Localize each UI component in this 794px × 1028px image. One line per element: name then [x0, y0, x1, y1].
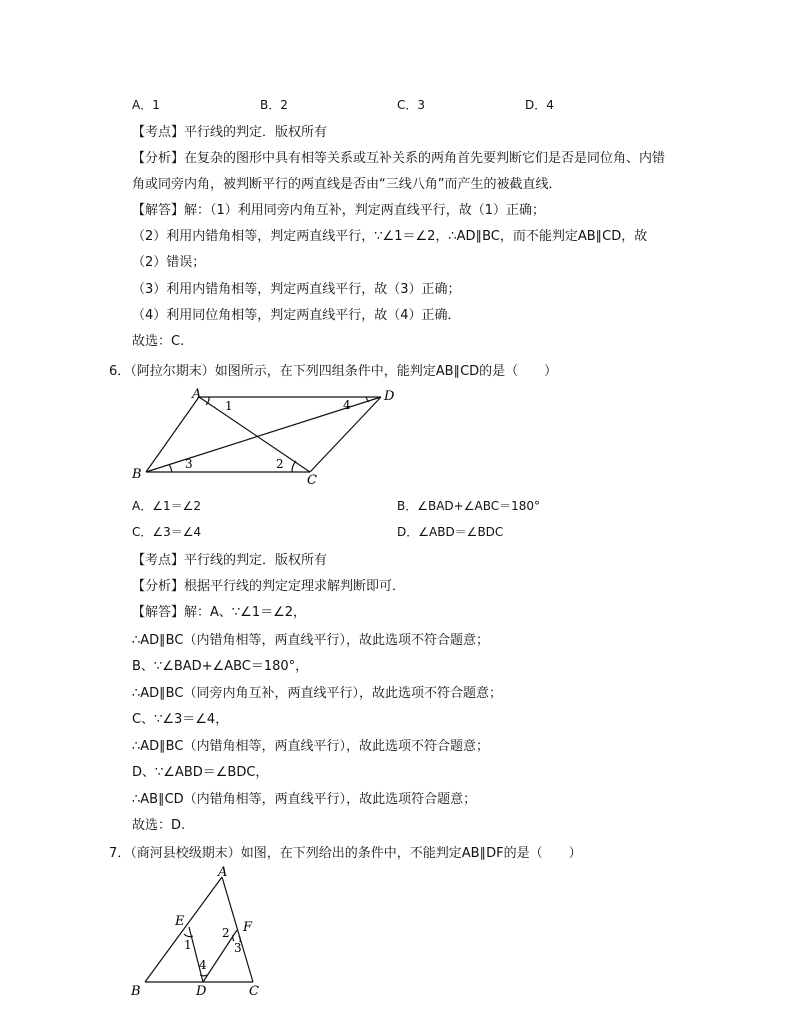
q6-jieda-4: ∴AD∥BC（同旁内角互补，两直线平行），故此选项不符合题意； [132, 686, 502, 701]
q6-option-d: D．∠ABD＝∠BDC [397, 525, 504, 539]
q7-angle-4: 4 [199, 958, 207, 972]
q6-option-a: A．∠1＝∠2 [132, 499, 201, 513]
q5-kaodian: 【考点】平行线的判定．版权所有 [132, 125, 328, 140]
q7-angle-2: 2 [222, 926, 230, 940]
q6-jieda-5: C、∵∠3＝∠4， [132, 712, 229, 727]
q7-label-e: E [175, 914, 185, 929]
q6-option-c: C．∠3＝∠4 [132, 525, 202, 539]
q6-answer: 故选：D. [132, 818, 186, 833]
q5-option-a: A．1 [132, 98, 160, 112]
q6-kaodian: 【考点】平行线的判定．版权所有 [132, 553, 328, 568]
q6-jieda-6: ∴AD∥BC（内错角相等，两直线平行），故此选项不符合题意； [132, 739, 489, 754]
q6-angle-4: 4 [343, 398, 351, 412]
q6-jieda-1: 【解答】解：A、∵∠1＝∠2， [132, 605, 307, 620]
q7-angle-1: 1 [184, 938, 192, 952]
q6-label-b: B [132, 467, 142, 482]
q5-fenxi-1: 【分析】在复杂的图形中具有相等关系或互补关系的两角首先要判断它们是否是同位角、内错 [132, 151, 666, 166]
q6-fenxi: 【分析】根据平行线的判定定理求解判断即可． [132, 579, 406, 594]
q6-option-b: B．∠BAD+∠ABC＝180° [397, 499, 540, 513]
q5-option-b: B．2 [260, 98, 288, 112]
q6-label-d: D [384, 389, 395, 404]
q7-label-b: B [131, 984, 141, 999]
q6-label-a: A [192, 387, 202, 402]
q5-option-c: C．3 [397, 98, 426, 112]
q6-title: 6．（阿拉尔期末）如图所示，在下列四组条件中，能判定AB∥CD的是（ ） [109, 364, 558, 379]
q7-label-f: F [243, 920, 253, 935]
q5-option-d: D．4 [525, 98, 554, 112]
q7-title: 7．（商河县校级期末）如图，在下列给出的条件中，不能判定AB∥DF的是（ ） [109, 846, 582, 861]
q7-label-d: D [196, 984, 207, 999]
q5-jieda-2: （2）利用内错角相等，判定两直线平行，∵∠1＝∠2，∴AD∥BC，而不能判定AB∥CD，故 [132, 229, 648, 244]
q6-jieda-8: ∴AB∥CD（内错角相等，两直线平行），故此选项符合题意； [132, 792, 477, 807]
q6-angle-2: 2 [276, 457, 284, 471]
q6-jieda-2: ∴AD∥BC（内错角相等，两直线平行），故此选项不符合题意； [132, 633, 489, 648]
q6-label-c: C [307, 473, 317, 488]
q6-jieda-3: B、∵∠BAD+∠ABC＝180°， [132, 659, 309, 674]
q5-jieda-5: （4）利用同位角相等，判定两直线平行，故（4）正确． [132, 308, 461, 323]
q5-jieda-1: 【解答】解：（1）利用同旁内角互补，判定两直线平行，故（1）正确； [132, 203, 546, 218]
q5-jieda-3: （2）错误； [132, 255, 206, 270]
q6-jieda-7: D、∵∠ABD＝∠BDC， [132, 765, 269, 780]
q5-jieda-4: （3）利用内错角相等，判定两直线平行，故（3）正确； [132, 282, 461, 297]
q7-label-c: C [249, 984, 259, 999]
q6-angle-1: 1 [225, 399, 233, 413]
q6-angle-3: 3 [185, 457, 193, 471]
q7-label-a: A [218, 865, 228, 880]
q7-angle-3: 3 [234, 941, 242, 955]
q5-answer: 故选：C. [132, 334, 185, 349]
q5-fenxi-2: 角或同旁内角，被判断平行的两直线是否由“三线八角”而产生的被截直线． [132, 177, 562, 192]
